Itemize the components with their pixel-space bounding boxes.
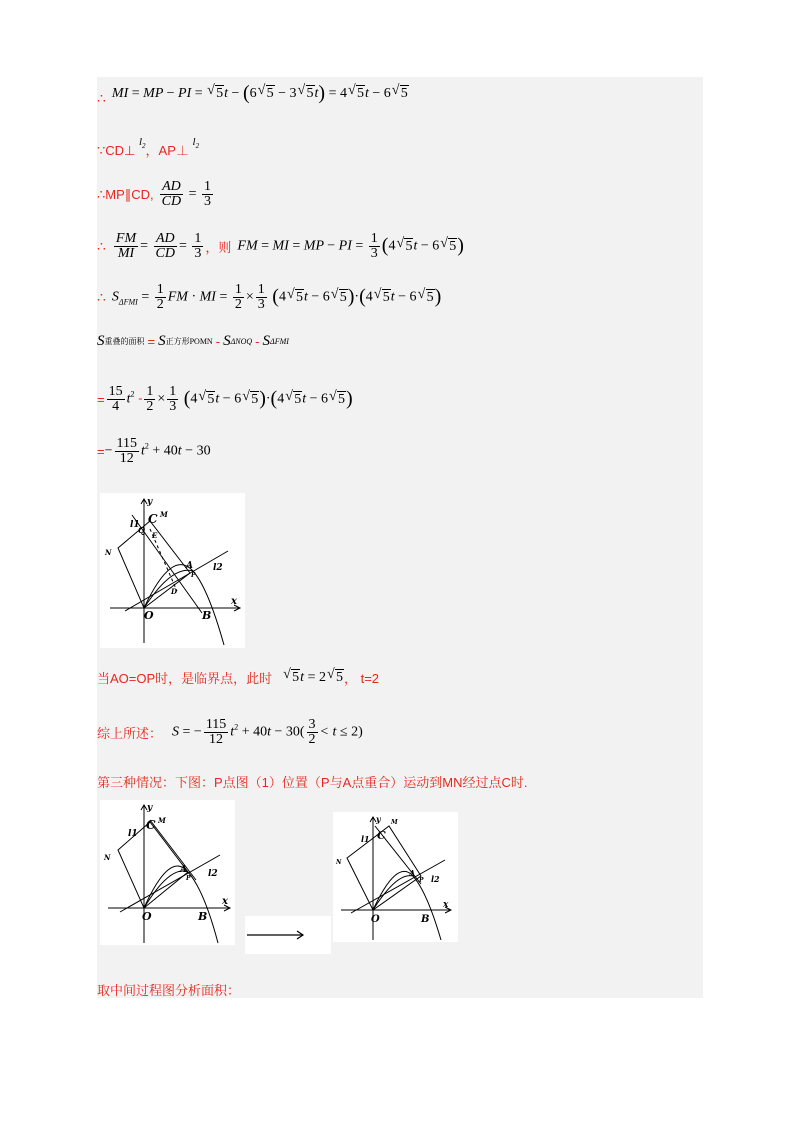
formula-mi: MI = MP − PI = √ 5t − (6√ 5 − 3√ 5t) = 4√ 5t − 6√ 5: [112, 82, 409, 105]
label-n: N: [105, 548, 112, 557]
label-o: O: [144, 609, 154, 622]
figure-2-diagram: [100, 800, 235, 945]
label-a: A: [180, 865, 187, 875]
transition-arrow-box: [245, 916, 331, 954]
third-case-text: 第三种情况：下图：P点图（1）位置（P与A点重合）运动到MN经过点C时.: [97, 775, 528, 790]
then-text: ，则: [205, 240, 232, 255]
formula-summary: S = − $\frac{115}{12}$ $t^2 + 40t - 30$( $\frac{3}{2}$ < t ≤ 2): [172, 717, 363, 747]
critical-value-text: ， t=2: [343, 671, 380, 686]
area-subscript-square: 正方形POMN: [165, 337, 213, 346]
label-l2: l2: [431, 874, 440, 884]
arrow-right-icon: [245, 916, 331, 954]
label-l1: l1: [361, 834, 370, 844]
area-symbol: S: [97, 333, 105, 349]
label-p: P: [191, 572, 196, 579]
critical-point-text: 当AO=OP时，是临界点，此时: [97, 671, 273, 686]
line-fm: [97, 232, 464, 261]
equals-sign: =: [147, 334, 156, 349]
label-c: C: [377, 829, 386, 842]
label-p: P: [186, 875, 191, 882]
equals-sign: =: [97, 392, 105, 407]
label-m: M: [391, 819, 398, 826]
therefore-symbol: ∴: [97, 90, 106, 106]
middle-process-text: 取中间过程图分析面积：: [97, 984, 241, 999]
area-subscript-nqo: ΔNOQ: [230, 337, 253, 346]
label-y: y: [376, 814, 381, 824]
label-n: N: [336, 859, 342, 866]
summary-text: 综上所述：: [97, 726, 163, 741]
therefore-symbol: ∴: [97, 238, 106, 254]
label-a: A: [186, 561, 193, 571]
geometry-figure-3: [333, 812, 458, 942]
line-perpendicular: [97, 136, 199, 159]
label-b: B: [198, 910, 208, 923]
equals-sign: =: [97, 444, 105, 459]
area-subscript-fmi: ΔFMI: [270, 337, 289, 346]
label-l1: l1: [130, 520, 140, 530]
therefore-symbol: ∴: [97, 289, 106, 305]
formula-ad-cd: $\frac{AD}{CD}$ = $\frac{1}{3}$: [161, 179, 212, 209]
label-m: M: [160, 510, 168, 519]
line-mi: [97, 80, 409, 107]
label-q: Q: [138, 525, 145, 535]
label-l1: l1: [128, 829, 138, 839]
perpendicular-text: ∵CD⊥ $^{l_2}$，AP⊥ $^{l_2}$: [97, 136, 200, 158]
formula-critical: √ 5t = 2√ 5: [282, 669, 344, 686]
line-area-definition: S 重叠的面积 = S 正方形POMN - S ΔNOQ - S ΔFMI: [97, 333, 289, 349]
label-d: D: [171, 587, 178, 596]
label-c: C: [146, 818, 156, 832]
formula-fm-ratio: $\frac{FM}{MI}$ = $\frac{AD}{CD}$ = $\frac{1}{3}$: [115, 231, 202, 261]
line-parallel: [97, 180, 215, 209]
label-o: O: [142, 910, 152, 923]
label-l2: l2: [208, 869, 218, 879]
label-x: x: [231, 596, 237, 607]
formula-area-result: − $\frac{115}{12}$ $t^2 + 40t - 30$: [104, 436, 211, 466]
label-e: E: [152, 531, 158, 540]
parallel-text: ∴MP∥CD,: [97, 186, 154, 202]
label-y: y: [147, 803, 153, 813]
label-o: O: [371, 914, 380, 925]
label-l2: l2: [213, 563, 223, 573]
minus-sign: -: [255, 334, 260, 349]
geometry-figure-2: [100, 800, 235, 945]
label-x: x: [443, 900, 449, 910]
figure-3-diagram: [333, 812, 458, 942]
label-x: x: [222, 896, 228, 907]
label-b: B: [421, 914, 430, 925]
line-area-result: [97, 437, 211, 466]
geometry-figure-1: [100, 493, 245, 648]
minus-sign: -: [215, 334, 221, 349]
formula-area-expansion: $\frac{15}{4}$ $t^2$ - $\frac{1}{2}$ × $\frac{1}{3}$ (4√ 5t − 6√ 5)·(4√ 5t − 6√ 5): [105, 385, 353, 414]
formula-area-fmi: $S_{\Delta FMI}$ = $\frac{1}{2}$ FM · MI = $\frac{1}{2}$ × $\frac{1}{3}$ (4√ 5t − 6√ 5)·(4√ 5t − 6√ 5): [112, 283, 441, 312]
label-n: N: [104, 853, 111, 862]
label-c: C: [148, 512, 158, 526]
line-critical-point: [97, 668, 379, 687]
area-subscript-overlap: 重叠的面积: [104, 337, 145, 346]
figure-1-diagram: [100, 493, 245, 648]
label-y: y: [147, 497, 153, 507]
formula-fm-value: FM = MI = MP − PI = $\frac{1}{3}$ (4√ 5t − 6√ 5): [237, 232, 464, 261]
label-a: A: [409, 868, 416, 878]
line-middle-process: [97, 980, 240, 999]
line-third-case: [97, 772, 527, 791]
label-m: M: [158, 816, 166, 825]
line-area-expansion: [97, 385, 353, 414]
line-area-fmi: [97, 283, 441, 312]
label-p: P: [419, 877, 424, 884]
label-b: B: [202, 609, 212, 622]
line-summary: [97, 718, 363, 747]
